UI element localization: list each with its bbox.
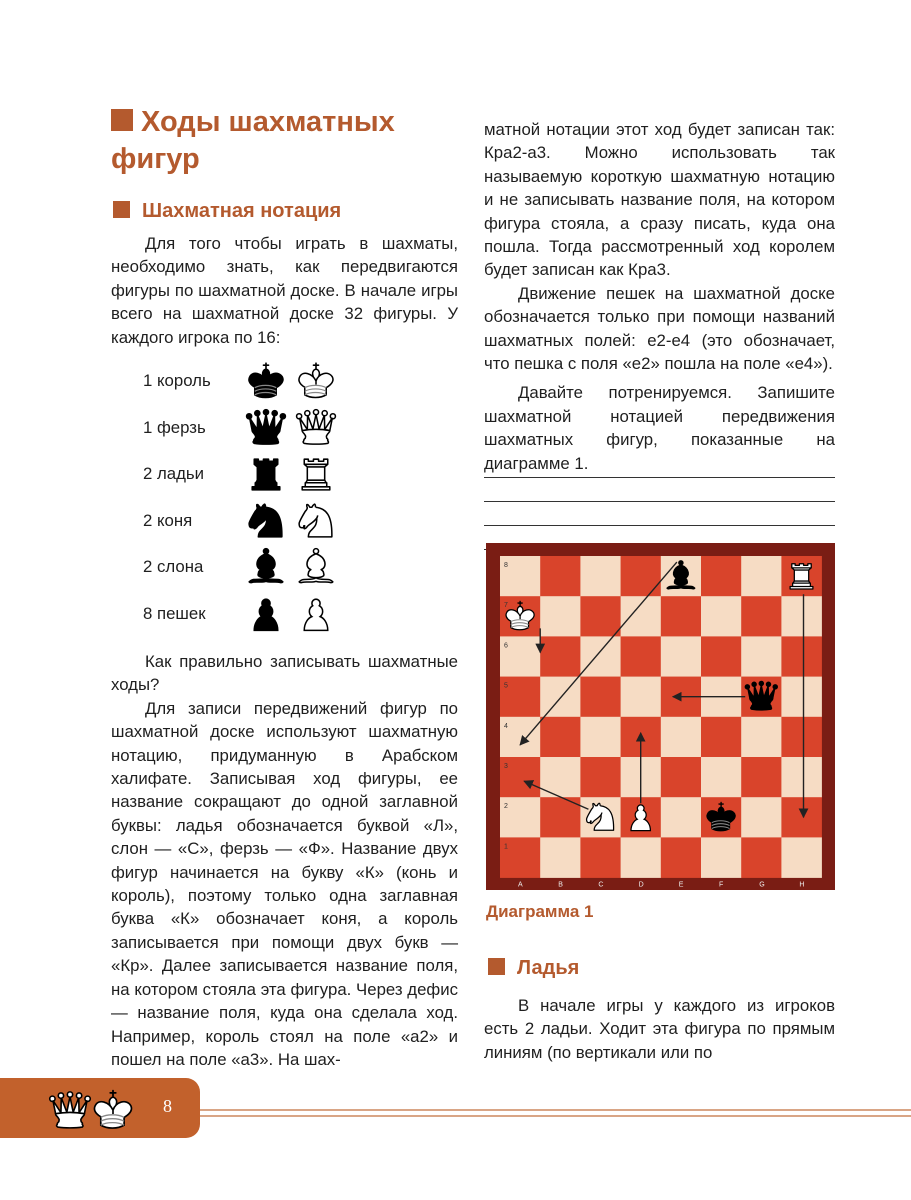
piece-label: 2 слона	[143, 557, 204, 577]
white-rook-icon	[293, 450, 339, 496]
answer-line[interactable]	[484, 478, 835, 502]
file-label: F	[719, 881, 724, 889]
rank-label: 8	[504, 562, 508, 569]
answer-line[interactable]	[484, 502, 835, 526]
rank-label: 4	[504, 722, 508, 730]
board-square	[701, 717, 742, 758]
file-label: H	[799, 881, 805, 889]
piece-label: 2 коня	[143, 510, 193, 530]
piece-label: 2 ладьи	[143, 464, 205, 484]
board-square	[741, 717, 782, 758]
board-square	[540, 837, 581, 878]
page-number: 8	[163, 1096, 172, 1116]
board-square	[621, 556, 662, 597]
left-body-text: Как правильно записывать шахматные ходы? Для записи передвижений фигур по шахматной доске используют шахматную нотацию, придуманную в Арабском халифате. Записывая ход фигуры, ее название сокращают до одной заглавной буквы: ладья обозначается буквой «Л», слон — «С», ферзь — «Ф». Название двух фигур начинается на букву «К» (конь и король), поэтому только одна заглавная буква «К» обозначает коня, а король записывается при помощи двух букв — «Кр». Далее записывается название поля, на котором стояла эта фигура. Через дефис — название поля, куда она сделала ход. Например, король стоял на поле «а2» и пошел на поле «а3». На шах-	[111, 652, 458, 1069]
white-pawn-icon	[293, 590, 339, 636]
board-square	[540, 717, 581, 758]
board-square	[661, 837, 702, 878]
rook-paragraph: В начале игры у каждого из игроков есть 2 ладьи. Ходит эта фигура по прямым линиям (по вертикали или по	[484, 996, 835, 1062]
board-square	[781, 717, 822, 758]
page-title: Ходы шахматных фигур	[111, 106, 395, 175]
board-square	[661, 757, 702, 798]
answer-lines[interactable]	[484, 454, 835, 550]
file-label: B	[558, 881, 563, 889]
board-square	[781, 677, 822, 718]
black-pawn-icon	[243, 590, 289, 636]
board-square	[540, 556, 581, 597]
board-square	[781, 837, 822, 878]
board-square	[580, 717, 621, 758]
board-square	[701, 636, 742, 677]
board-square	[781, 596, 822, 637]
board-square	[540, 596, 581, 637]
white-king-icon	[293, 357, 339, 403]
title-square-icon	[111, 109, 133, 131]
board-square	[741, 797, 782, 838]
board-square	[661, 797, 702, 838]
rank-label: 1	[504, 843, 508, 851]
heading-square-icon	[488, 958, 505, 975]
board-square	[781, 636, 822, 677]
white-bishop-icon	[293, 543, 339, 589]
piece-label: 8 пешек	[143, 604, 206, 623]
piece-row	[143, 404, 343, 450]
board-square	[741, 596, 782, 637]
board-square	[621, 837, 662, 878]
piece-row	[143, 590, 343, 636]
board-square	[580, 636, 621, 677]
board-square	[580, 556, 621, 597]
board-square	[621, 677, 662, 718]
black-rook-icon	[243, 450, 289, 496]
piece-label: 1 ферзь	[143, 417, 206, 437]
piece-row	[143, 357, 343, 403]
chess-board	[486, 543, 835, 890]
rank-label: 3	[504, 763, 508, 770]
board-square	[741, 636, 782, 677]
board-square	[701, 837, 742, 878]
section-heading-notation: Шахматная нотация	[113, 198, 341, 224]
file-label: D	[638, 881, 644, 889]
heading-square-icon	[113, 201, 130, 218]
black-queen-icon	[243, 404, 289, 450]
board-square	[701, 596, 742, 637]
file-label: G	[759, 881, 765, 889]
board-square	[661, 596, 702, 637]
board-square	[741, 757, 782, 798]
board-square	[741, 837, 782, 878]
piece-row	[143, 450, 343, 496]
answer-line[interactable]	[484, 454, 835, 478]
board-square	[580, 837, 621, 878]
piece-row	[143, 543, 343, 589]
black-bishop-icon	[243, 543, 289, 589]
rank-label: 5	[504, 682, 508, 690]
board-square	[741, 556, 782, 597]
board-square	[781, 797, 822, 838]
right-body-text: матной нотации этот ход будет записан так: Кра2-а3. Можно использовать так называемую короткую шахматную нотацию и не записывать название поля, на котором фигура стояла, а сразу писать, куда она пошла. Тогда рассмотренный ход королем будет записан как Кра3. Движение пешек на шахматной доске обозначается только при помощи названий шахматных полей: е2-е4 (это обозначает, что пешка с поля «е2» пошла на поле «е4»). Давайте потренируемся. Запишите шахматной нотацией передвижения шахматных фигур, показанные на диаграмме 1.	[484, 120, 835, 473]
file-label: A	[518, 881, 523, 889]
board-square	[580, 596, 621, 637]
piece-row	[143, 497, 343, 543]
diagram-caption: Диаграмма 1	[486, 902, 594, 921]
board-square	[701, 556, 742, 597]
rank-label: 2	[504, 803, 508, 811]
board-square	[580, 677, 621, 718]
white-queen-icon	[293, 404, 339, 450]
board-square	[701, 757, 742, 798]
black-king-icon	[243, 357, 289, 403]
board-square	[540, 636, 581, 677]
file-label: E	[678, 881, 684, 889]
intro-paragraph: Для того чтобы играть в шахматы, необходимо знать, как передвигаются фигуры по шахматной доске. В начале игры всего на шахматной доске 32 фигуры. У каждого игрока по 16:	[111, 234, 458, 347]
board-square	[621, 596, 662, 637]
black-knight-icon	[243, 497, 289, 543]
board-square	[621, 636, 662, 677]
white-knight-icon	[293, 497, 339, 543]
footer-crown-icon	[44, 1078, 154, 1138]
chess-diagram	[486, 543, 835, 890]
file-label: C	[598, 881, 604, 889]
section-heading-rook: Ладья	[488, 955, 579, 981]
rank-label: 6	[504, 642, 508, 650]
board-square	[781, 757, 822, 798]
footer-rule	[200, 1109, 911, 1111]
rank-label: 7	[504, 602, 508, 610]
board-square	[661, 717, 702, 758]
footer-rule	[200, 1115, 911, 1117]
board-square	[580, 757, 621, 798]
piece-label: 1 король	[143, 371, 211, 390]
board-square	[661, 636, 702, 677]
